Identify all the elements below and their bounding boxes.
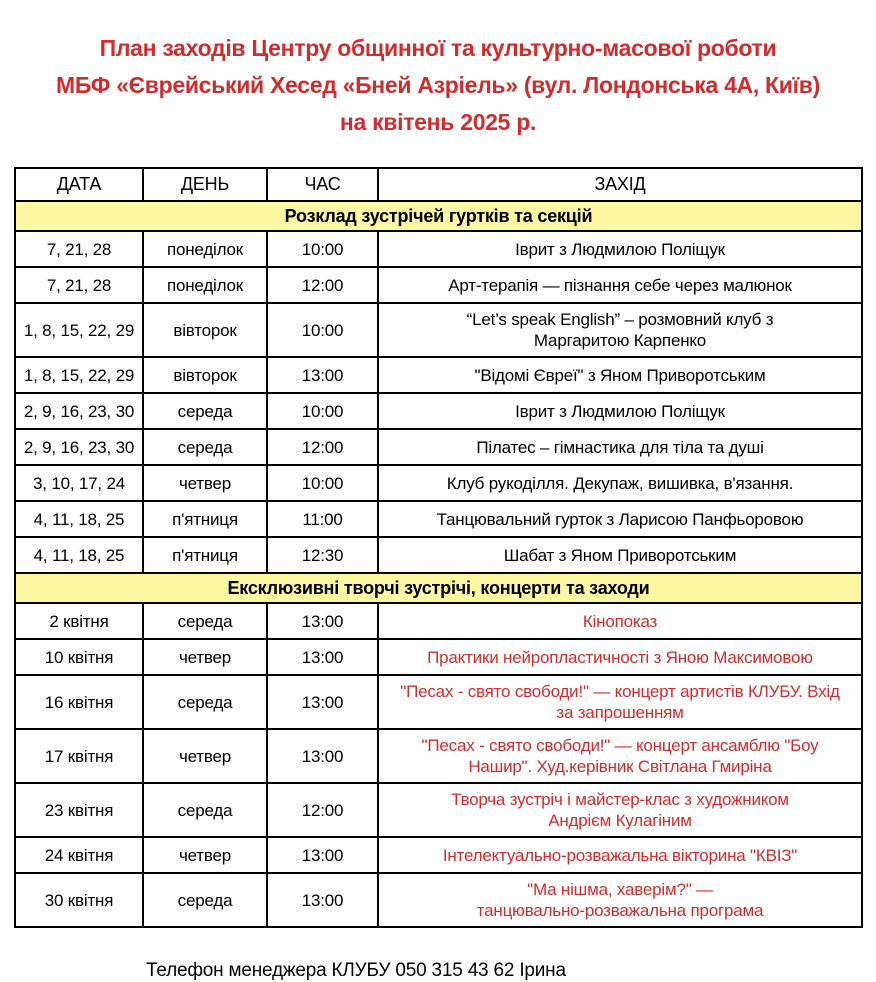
date-cell: 2 квітня [15,603,143,639]
event-cell: "Песах - свято свободи!" — концерт артистів КЛУБУ. Вхід за запрошенням [378,675,862,729]
event-cell: Клуб рукоділля. Декупаж, вишивка, в'язання. [378,465,862,501]
schedule-row [15,429,862,465]
schedule-row [15,303,862,357]
day-cell: четвер [143,837,267,873]
date-cell: 3, 10, 17, 24 [15,465,143,501]
time-cell: 10:00 [267,231,378,267]
day-cell: понеділок [143,231,267,267]
event-cell: “Let’s speak English” – розмовний клуб з Маргаритою Карпенко [378,303,862,357]
column-header-time: ЧАС [267,168,378,201]
day-cell: п'ятниця [143,537,267,573]
date-cell: 16 квітня [15,675,143,729]
schedule-row [15,465,862,501]
schedule-table [14,167,863,928]
time-cell: 13:00 [267,357,378,393]
schedule-table-body [15,201,862,927]
time-cell: 13:00 [267,675,378,729]
schedule-row [15,837,862,873]
date-cell: 24 квітня [15,837,143,873]
schedule-row [15,729,862,783]
section-heading-row [15,201,862,231]
section-heading: Ексклюзивні творчі зустрічі, концерти та заходи [15,573,862,603]
day-cell: понеділок [143,267,267,303]
schedule-row [15,231,862,267]
header-row [15,168,862,201]
time-cell: 12:00 [267,429,378,465]
event-cell: "Ма нішма, хаверім?" — танцювально-розважальна програма [378,873,862,927]
time-cell: 13:00 [267,639,378,675]
event-cell: Інтелектуально-розважальна вікторина "КВІЗ" [378,837,862,873]
date-cell: 4, 11, 18, 25 [15,501,143,537]
column-header-day: ДЕНЬ [143,168,267,201]
time-cell: 10:00 [267,303,378,357]
schedule-row [15,393,862,429]
event-cell: Іврит з Людмилою Поліщук [378,393,862,429]
day-cell: середа [143,873,267,927]
schedule-row [15,675,862,729]
time-cell: 13:00 [267,837,378,873]
event-cell: Танцювальний гурток з Ларисою Панфьоровою [378,501,862,537]
date-cell: 1, 8, 15, 22, 29 [15,357,143,393]
date-cell: 1, 8, 15, 22, 29 [15,303,143,357]
title-line-1: План заходів Центру общинної та культурно-масової роботи [99,35,777,61]
section-heading-row [15,573,862,603]
event-cell: Пілатес – гімнастика для тіла та душі [378,429,862,465]
day-cell: середа [143,675,267,729]
event-cell: Іврит з Людмилою Поліщук [378,231,862,267]
event-cell: Практики нейропластичності з Яною Максимовою [378,639,862,675]
schedule-row [15,501,862,537]
time-cell: 11:00 [267,501,378,537]
date-cell: 2, 9, 16, 23, 30 [15,429,143,465]
time-cell: 12:30 [267,537,378,573]
day-cell: вівторок [143,357,267,393]
column-header-date: ДАТА [15,168,143,201]
schedule-row [15,783,862,837]
schedule-row [15,603,862,639]
day-cell: середа [143,783,267,837]
column-header-event: ЗАХІД [378,168,862,201]
event-cell: Арт-терапія — пізнання себе через малюнок [378,267,862,303]
date-cell: 7, 21, 28 [15,267,143,303]
date-cell: 2, 9, 16, 23, 30 [15,393,143,429]
day-cell: середа [143,393,267,429]
date-cell: 7, 21, 28 [15,231,143,267]
day-cell: п'ятниця [143,501,267,537]
schedule-row [15,267,862,303]
event-cell: Шабат з Яном Приворотським [378,537,862,573]
event-cell: Кінопоказ [378,603,862,639]
schedule-row [15,639,862,675]
day-cell: четвер [143,729,267,783]
schedule-row [15,357,862,393]
event-cell: "Відомі Євреї" з Яном Приворотським [378,357,862,393]
schedule-row [15,873,862,927]
event-cell: "Песах - свято свободи!" — концерт ансамблю "Боу Нашир". Худ.керівник Світлана Гмиріна [378,729,862,783]
time-cell: 13:00 [267,603,378,639]
day-cell: четвер [143,639,267,675]
time-cell: 12:00 [267,783,378,837]
date-cell: 10 квітня [15,639,143,675]
schedule-row [15,537,862,573]
title-line-2: МБФ «Єврейський Хесед «Бней Азріель» (вул. Лондонська 4А, Київ) [55,72,820,98]
time-cell: 10:00 [267,393,378,429]
date-cell: 17 квітня [15,729,143,783]
footer-contact: Телефон менеджера КЛУБУ 050 315 43 62 Ірина [146,960,566,981]
day-cell: середа [143,429,267,465]
section-heading: Розклад зустрічей гуртків та секцій [15,201,862,231]
date-cell: 30 квітня [15,873,143,927]
day-cell: вівторок [143,303,267,357]
date-cell: 4, 11, 18, 25 [15,537,143,573]
event-cell: Творча зустріч і майстер-клас з художником Андрієм Кулагіним [378,783,862,837]
date-cell: 23 квітня [15,783,143,837]
day-cell: середа [143,603,267,639]
document-title [0,0,876,141]
time-cell: 13:00 [267,729,378,783]
day-cell: четвер [143,465,267,501]
title-line-3: на квітень 2025 р. [339,109,537,135]
time-cell: 10:00 [267,465,378,501]
time-cell: 12:00 [267,267,378,303]
time-cell: 13:00 [267,873,378,927]
